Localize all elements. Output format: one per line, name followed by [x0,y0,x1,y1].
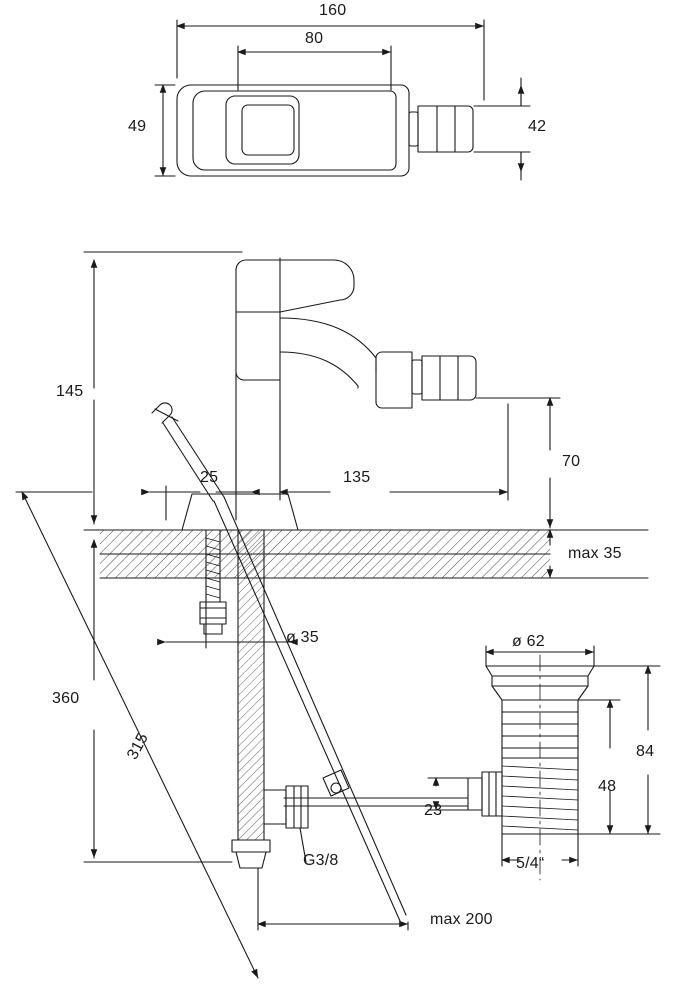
dim-top-inner-width: 80 [305,30,324,47]
dim-waste-total-height: 84 [636,743,655,760]
dim-spout-height-total: 145 [56,383,84,400]
dim-diagonal-length: 315 [124,730,152,763]
dim-spout-height: 70 [562,453,581,470]
dim-spout-reach: 135 [343,469,371,486]
dim-waste-thread-size: 5/4“ [516,855,545,872]
dim-mount-hole-diameter: ø 35 [286,629,319,646]
dim-thread-size: G3/8 [303,852,339,869]
dim-max-basin-thickness: max 35 [568,545,622,562]
dim-max-hose-reach: max 200 [430,911,493,928]
dim-top-total-width: 160 [319,2,347,19]
dim-hose-length: 360 [52,690,80,707]
dim-handle-offset: 25 [200,469,219,486]
dim-waste-overflow-offset: 23 [424,802,443,819]
dim-top-depth-left: 49 [128,118,147,135]
dim-top-depth-right: 42 [528,118,547,135]
dim-waste-cap-diameter: ø 62 [512,633,545,650]
dim-waste-body-height: 48 [598,778,617,795]
